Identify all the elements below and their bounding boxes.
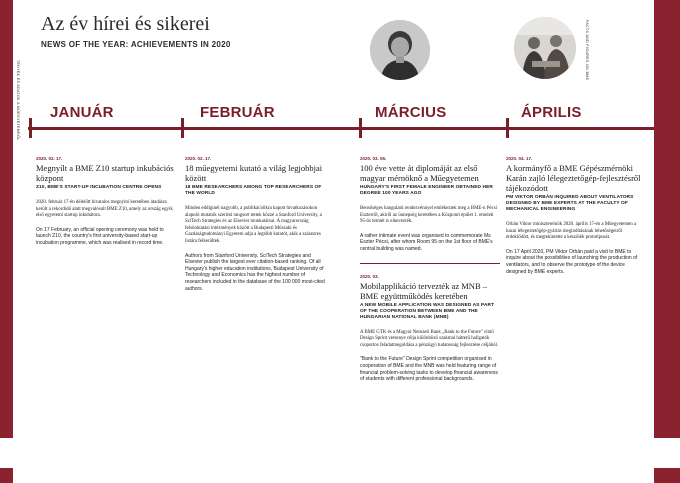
news-date: 2020. 03. xyxy=(360,273,379,279)
news-body-en: A rather intimate event was organised to commemorate Ms Eszter Pécsi, after whom Room 95 on the 1st floor of BME's central building was named. xyxy=(360,232,493,252)
timeline-tick-feb xyxy=(181,118,184,138)
page-title: Az év hírei és sikerei xyxy=(41,13,210,35)
news-column-jan xyxy=(36,156,176,247)
news-body-hu: Orbán Viktor miniszterelnök 2020. április 17-én a Műegyetemen a hazai lélegeztetőgép-gyártás megindításának lehetőségeiről érdeklődött, és megtekintette a készülék prototípusát. xyxy=(506,222,637,241)
visit-photo-icon xyxy=(514,17,576,79)
news-body-hu: Minden eddiginél nagyobb, a publikációikra kapott hivatkozásokon alapuló mutatók szerinti rangsort tettek közzé a Stanford University, a SciTech Strategies és az Elsevier munkatársai. A magyarország felsőoktatási intézmények között a Budapesti Műszaki és Gazdaságtudományi Egyetem adja a legtöbb kutatót, akik a százezres listára felkerültek. xyxy=(185,206,322,244)
timeline-tick-apr xyxy=(506,118,509,138)
news-item-mnb xyxy=(360,274,500,383)
news-headline: Mobilapplikáció tervezték az MNB – BME együttműködés keretében xyxy=(360,280,487,301)
page-subtitle: NEWS OF THE YEAR: ACHIEVEMENTS IN 2020 xyxy=(41,40,231,49)
news-date: 2020. 02. 17. xyxy=(185,156,212,161)
news-body-hu: 2020. február 17-én délelőtt hivatalos megnyitó keretében átadásra került a rekordidő alatt megvalósult BME Z10, amely az ország egyik első egyetemi startup inkubátora. xyxy=(36,200,173,219)
news-divider xyxy=(360,263,500,264)
news-body-en: On 17 February, an official opening ceremony was held to launch Z10, the country's first university-based start-up incubation programme, which was realised in record time. xyxy=(36,226,164,246)
month-label-apr: ÁPRILIS xyxy=(521,104,582,121)
news-subheadline: HUNGARY'S FIRST FEMALE ENGINEER OBTAINED HER DEGREE 100 YEARS AGO xyxy=(360,185,493,196)
portrait-photo-visit xyxy=(514,17,576,79)
month-label-feb: FEBRUÁR xyxy=(200,104,275,121)
document-page xyxy=(13,0,654,483)
side-label-left xyxy=(16,0,28,483)
news-subheadline: PM VIKTOR ORBÁN INQUIRED ABOUT VENTILATORS DESIGNED BY BME EXPERTS AT THE FACULTY OF MECHANICAL ENGINEERING xyxy=(506,195,634,212)
news-body-hu: Bensőséges hangulatú rendezvénnyel emlékeztek meg a BME-n Pécsi Eszterről, akiről az ünnepség keretében a Központi épület 1. emeleti 95-ös termét is elnevezték. xyxy=(360,206,498,225)
news-body-en: On 17 April 2020, PM Viktor Orbán paid a visit to BME to inquire about the possibilities of launching the production of ventilators, and to observe the prototype of the device designed by BME experts. xyxy=(506,248,638,275)
month-label-mar: MÁRCIUS xyxy=(375,104,447,121)
portrait-photo-pecsi xyxy=(370,20,430,80)
news-body-hu: A BME GTK és a Magyar Nemzeti Bank „Bank to the Future" című Design Sprint versenye célja különböző szakmai hátterű hallgatók csoportos feladatmegoldása a pénzügyi tudatosság fejlesztése céljából. xyxy=(360,329,499,348)
corner-mark-right xyxy=(646,438,680,468)
timeline-tick-mar xyxy=(359,118,362,138)
news-headline: 100 éve vette át diplomáját az első magyar mérnöknő a Műegyetemen xyxy=(360,163,479,183)
news-body-en: Authors from Stanford University, SciTech Strategies and Elsevier publish the largest ever citation-based ranking. Of all Hungary's higher education institutions, Budapest University of Technology and Economics has the highest number of researchers included in the database of the 100 000 most-cited authors. xyxy=(185,252,325,292)
timeline-tick-jan xyxy=(29,118,32,138)
side-label-left-text: TÉNYEK ÉS ADATOK A MŰEGYETEMRŐL xyxy=(16,60,20,141)
news-subheadline: Z10, BME'S START-UP INCUBATION CENTRE OPENS xyxy=(36,185,162,190)
news-date: 2020. 02. 17. xyxy=(36,156,63,161)
news-column-feb xyxy=(185,156,325,292)
month-label-jan: JANUÁR xyxy=(50,104,114,121)
portrait-woman-icon xyxy=(370,20,430,80)
news-column-mar xyxy=(360,156,500,383)
news-date: 2020. 03. 06. xyxy=(360,156,387,161)
corner-mark-left xyxy=(0,438,34,468)
news-headline: A kormányfő a BME Gépészmérnöki Karán zajló lélegeztetőgép-fejlesztésről tájékozódott xyxy=(506,163,641,193)
news-date: 2020. 04. 17. xyxy=(506,156,533,161)
news-headline: 18 műegyetemi kutató a világ legjobbjai között xyxy=(185,163,323,183)
news-body-en: "Bank to the Future" Design Sprint competition organised in cooperation of BME and the MNB was held featuring range of financial problem-solving tasks to develop financial awareness of students with different professional backgrounds. xyxy=(360,356,498,383)
timeline-bar xyxy=(28,127,654,130)
news-subheadline: A NEW MOBILE APPLICATION WAS DESIGNED AS PART OF THE COOPERATION BETWEEN BME AND THE HUNGARIAN NATIONAL BANK (MNB) xyxy=(360,302,495,320)
news-subheadline: 18 BME RESEARCHERS AMONG TOP RESEARCHERS OF THE WORLD xyxy=(185,185,322,196)
side-label-right-text: FACTS AND FIGURES ON BME xyxy=(584,20,589,81)
news-headline: Megnyílt a BME Z10 startup inkubációs központ xyxy=(36,163,174,183)
news-column-apr xyxy=(506,156,646,275)
